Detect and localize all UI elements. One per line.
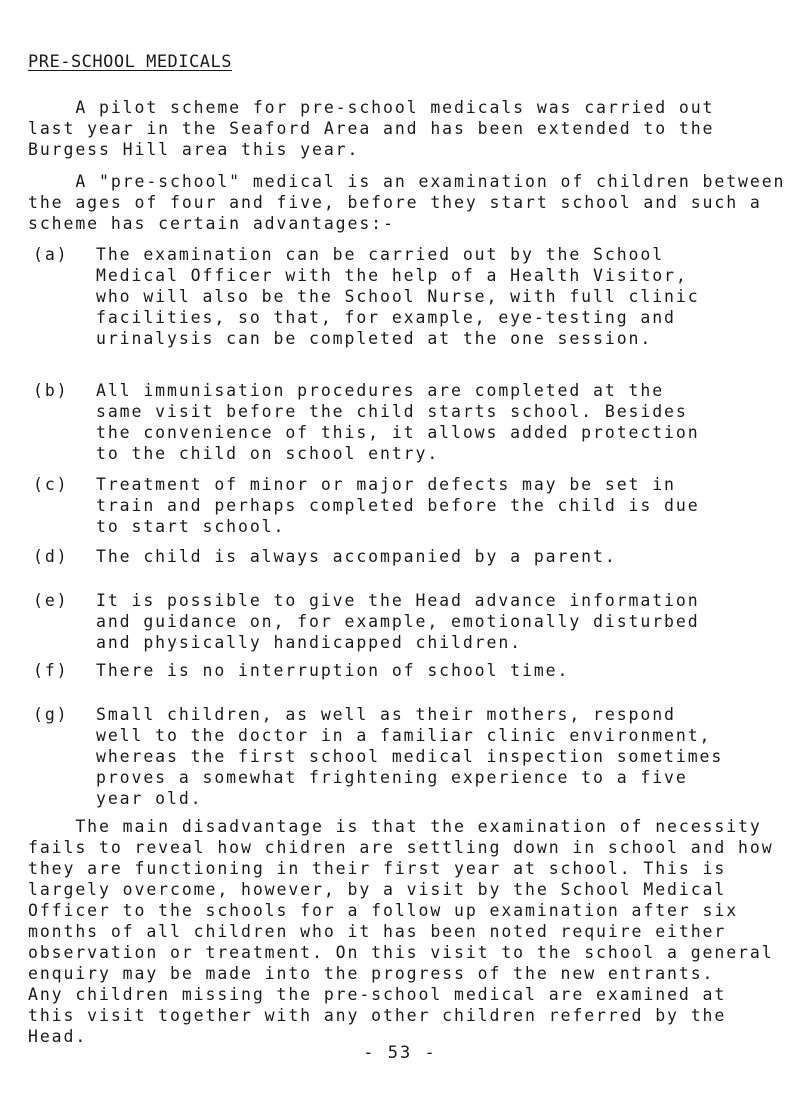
advantage-text: The examination can be carried out by the School Medical Officer with the help of a Health Visitor, who will also be the School Nurse, with full clinic facilities, so that, for example, eye-testing and urinalysis can be completed at the one session. xyxy=(96,245,700,348)
page-heading: PRE-SCHOOL MEDICALS xyxy=(28,52,232,72)
definition-paragraph: A "pre-school" medical is an examination of children between the ages of four and five, before they start school and such a scheme has certain advantages:- xyxy=(28,172,786,233)
closing-paragraph: The main disadvantage is that the examination of necessity fails to reveal how chidren are settling down in school and how they are functioning in their first year at school. This is largely overcome, however, by a visit by the School Medical Officer to the schools for a follow up examination after six months of all children who it has been noted require either observation or treatment. On this visit to the school a general enquiry may be made into the progress of the new entrants. Any children missing the pre-school medical are examined at this visit together with any other children referred by the Head. xyxy=(28,817,774,1046)
advantage-letter: (f) xyxy=(33,661,69,680)
advantage-letter: (c) xyxy=(33,475,69,494)
advantage-letter: (b) xyxy=(33,381,69,400)
advantage-letter: (d) xyxy=(33,547,69,566)
advantage-letter: (g) xyxy=(33,705,69,724)
advantage-text: Treatment of minor or major defects may be set in train and perhaps completed before the child is due to start school. xyxy=(96,475,700,536)
intro-paragraph: A pilot scheme for pre-school medicals was carried out last year in the Seaford Area and has been extended to the Burgess Hill area this year. xyxy=(28,98,715,159)
advantage-text: There is no interruption of school time. xyxy=(96,661,570,680)
advantage-text: Small children, as well as their mothers, respond well to the doctor in a familiar clinic environment, whereas the first school medical inspection sometimes proves a somewhat frightening experience to a five year old. xyxy=(96,705,724,808)
advantage-text: All immunisation procedures are completed at the same visit before the child starts school. Besides the convenience of this, it allows added protection to the child on school entry. xyxy=(96,381,700,463)
advantage-letter: (a) xyxy=(33,245,69,264)
advantage-text: It is possible to give the Head advance information and guidance on, for example, emotionally disturbed and physically handicapped children. xyxy=(96,591,700,652)
advantage-text: The child is always accompanied by a parent. xyxy=(96,547,617,566)
advantage-letter: (e) xyxy=(33,591,69,610)
page-number: - 53 - xyxy=(363,1043,437,1063)
